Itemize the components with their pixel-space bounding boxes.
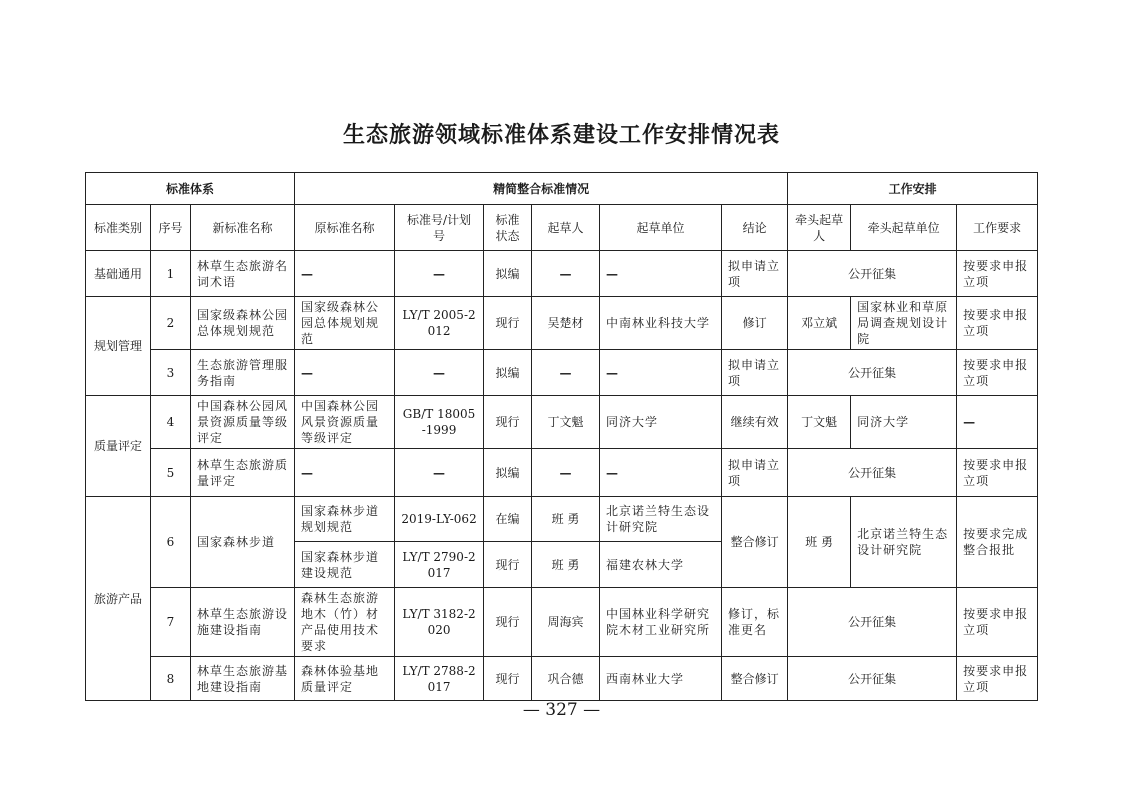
unit-cell: — — [600, 350, 722, 396]
category-cell: 规划管理 — [86, 297, 151, 396]
col-header-category: 标准类别 — [86, 205, 151, 251]
category-cell: 基础通用 — [86, 251, 151, 297]
number-cell: 1 — [151, 251, 191, 297]
drafter-cell: 吴楚材 — [532, 297, 600, 350]
drafter-cell: 班 勇 — [532, 497, 600, 542]
original-name-cell: — — [295, 449, 395, 497]
lead-drafter-cell: 丁文魁 — [788, 396, 851, 449]
original-name-cell: 国家森林步道建设规范 — [295, 542, 395, 588]
requirement-cell: 按要求申报立项 — [957, 297, 1038, 350]
requirement-cell: 按要求申报立项 — [957, 449, 1038, 497]
group-consolidation: 精简整合标准情况 — [295, 173, 788, 205]
table-row — [86, 449, 1038, 497]
number-cell: 6 — [151, 497, 191, 588]
status-cell: 现行 — [484, 297, 532, 350]
unit-cell: 西南林业大学 — [600, 657, 722, 701]
lead-unit-cell: 同济大学 — [851, 396, 957, 449]
number-cell: 2 — [151, 297, 191, 350]
col-header-conclusion: 结论 — [722, 205, 788, 251]
status-cell: 拟编 — [484, 449, 532, 497]
number-cell: 4 — [151, 396, 191, 449]
table-row — [86, 588, 1038, 657]
new-name-cell: 林草生态旅游名词术语 — [191, 251, 295, 297]
group-work-arrangement: 工作安排 — [788, 173, 1038, 205]
requirement-cell: 按要求申报立项 — [957, 588, 1038, 657]
lead-drafter-cell: 邓立斌 — [788, 297, 851, 350]
standard-no-cell: LY/T 2790-2017 — [395, 542, 484, 588]
document-title: 生态旅游领域标准体系建设工作安排情况表 — [342, 123, 780, 148]
lead-drafter-cell: 班 勇 — [788, 497, 851, 588]
unit-cell: 福建农林大学 — [600, 542, 722, 588]
table-row — [86, 396, 1038, 449]
standard-no-cell: — — [395, 350, 484, 396]
standard-no-cell: GB/T 18005-1999 — [395, 396, 484, 449]
original-name-cell: 国家森林步道规划规范 — [295, 497, 395, 542]
col-header-original-name: 原标准名称 — [295, 205, 395, 251]
conclusion-cell: 拟申请立项 — [722, 251, 788, 297]
lead-merged-cell: 公开征集 — [788, 251, 957, 297]
drafter-cell: 巩合德 — [532, 657, 600, 701]
standard-no-cell: — — [395, 251, 484, 297]
col-header-status: 标准状态 — [484, 205, 532, 251]
conclusion-cell: 修订 — [722, 297, 788, 350]
drafter-cell: — — [532, 251, 600, 297]
page-number: — 327 — — [522, 700, 601, 720]
drafter-cell: 丁文魁 — [532, 396, 600, 449]
col-header-drafting-unit: 起草单位 — [600, 205, 722, 251]
requirement-cell: 按要求完成整合报批 — [957, 497, 1038, 588]
new-name-cell: 生态旅游管理服务指南 — [191, 350, 295, 396]
conclusion-cell: 拟申请立项 — [722, 350, 788, 396]
new-name-cell: 国家级森林公园总体规划规范 — [191, 297, 295, 350]
unit-cell: 中南林业科技大学 — [600, 297, 722, 350]
unit-cell: 同济大学 — [600, 396, 722, 449]
unit-cell: 北京诺兰特生态设计研究院 — [600, 497, 722, 542]
requirement-cell: 按要求申报立项 — [957, 350, 1038, 396]
table-row — [86, 350, 1038, 396]
standard-no-cell: — — [395, 449, 484, 497]
number-cell: 3 — [151, 350, 191, 396]
unit-cell: 中国林业科学研究院木材工业研究所 — [600, 588, 722, 657]
new-name-cell: 国家森林步道 — [191, 497, 295, 588]
lead-unit-cell: 国家林业和草原局调查规划设计院 — [851, 297, 957, 350]
conclusion-cell: 修订，标准更名 — [722, 588, 788, 657]
col-header-standard-no: 标准号/计划号 — [395, 205, 484, 251]
requirement-cell: 按要求申报立项 — [957, 657, 1038, 701]
standard-no-cell: LY/T 3182-2020 — [395, 588, 484, 657]
drafter-cell: — — [532, 350, 600, 396]
col-header-drafter: 起草人 — [532, 205, 600, 251]
category-cell: 质量评定 — [86, 396, 151, 497]
conclusion-cell: 拟申请立项 — [722, 449, 788, 497]
original-name-cell: 国家级森林公园总体规划规范 — [295, 297, 395, 350]
col-header-lead-unit: 牵头起草单位 — [851, 205, 957, 251]
col-header-new-name: 新标准名称 — [191, 205, 295, 251]
unit-cell: — — [600, 449, 722, 497]
drafter-cell: 班 勇 — [532, 542, 600, 588]
status-cell: 现行 — [484, 588, 532, 657]
column-header-row — [86, 205, 1038, 251]
original-name-cell: — — [295, 350, 395, 396]
lead-unit-cell: 北京诺兰特生态设计研究院 — [851, 497, 957, 588]
status-cell: 现行 — [484, 542, 532, 588]
conclusion-cell: 整合修订 — [722, 497, 788, 588]
original-name-cell: 中国森林公园风景资源质量等级评定 — [295, 396, 395, 449]
standards-table — [85, 172, 1038, 701]
original-name-cell: — — [295, 251, 395, 297]
new-name-cell: 中国森林公园风景资源质量等级评定 — [191, 396, 295, 449]
new-name-cell: 林草生态旅游质量评定 — [191, 449, 295, 497]
status-cell: 在编 — [484, 497, 532, 542]
status-cell: 拟编 — [484, 251, 532, 297]
status-cell: 拟编 — [484, 350, 532, 396]
requirement-cell: 按要求申报立项 — [957, 251, 1038, 297]
group-header-row — [86, 173, 1038, 205]
conclusion-cell: 继续有效 — [722, 396, 788, 449]
table-row — [86, 297, 1038, 350]
table-row — [86, 657, 1038, 701]
original-name-cell: 森林生态旅游地木（竹）材产品使用技术要求 — [295, 588, 395, 657]
lead-merged-cell: 公开征集 — [788, 657, 957, 701]
col-header-number: 序号 — [151, 205, 191, 251]
standard-no-cell: LY/T 2788-2017 — [395, 657, 484, 701]
col-header-requirement: 工作要求 — [957, 205, 1038, 251]
new-name-cell: 林草生态旅游设施建设指南 — [191, 588, 295, 657]
number-cell: 8 — [151, 657, 191, 701]
group-standard-system: 标准体系 — [86, 173, 295, 205]
unit-cell: — — [600, 251, 722, 297]
table-row — [86, 497, 1038, 542]
lead-merged-cell: 公开征集 — [788, 588, 957, 657]
requirement-cell: — — [957, 396, 1038, 449]
col-header-lead-drafter: 牵头起草人 — [788, 205, 851, 251]
table-row — [86, 251, 1038, 297]
number-cell: 7 — [151, 588, 191, 657]
status-cell: 现行 — [484, 396, 532, 449]
category-cell: 旅游产品 — [86, 497, 151, 701]
drafter-cell: 周海宾 — [532, 588, 600, 657]
standard-no-cell: 2019-LY-062 — [395, 497, 484, 542]
original-name-cell: 森林体验基地质量评定 — [295, 657, 395, 701]
conclusion-cell: 整合修订 — [722, 657, 788, 701]
drafter-cell: — — [532, 449, 600, 497]
lead-merged-cell: 公开征集 — [788, 350, 957, 396]
status-cell: 现行 — [484, 657, 532, 701]
lead-merged-cell: 公开征集 — [788, 449, 957, 497]
number-cell: 5 — [151, 449, 191, 497]
new-name-cell: 林草生态旅游基地建设指南 — [191, 657, 295, 701]
standard-no-cell: LY/T 2005-2012 — [395, 297, 484, 350]
